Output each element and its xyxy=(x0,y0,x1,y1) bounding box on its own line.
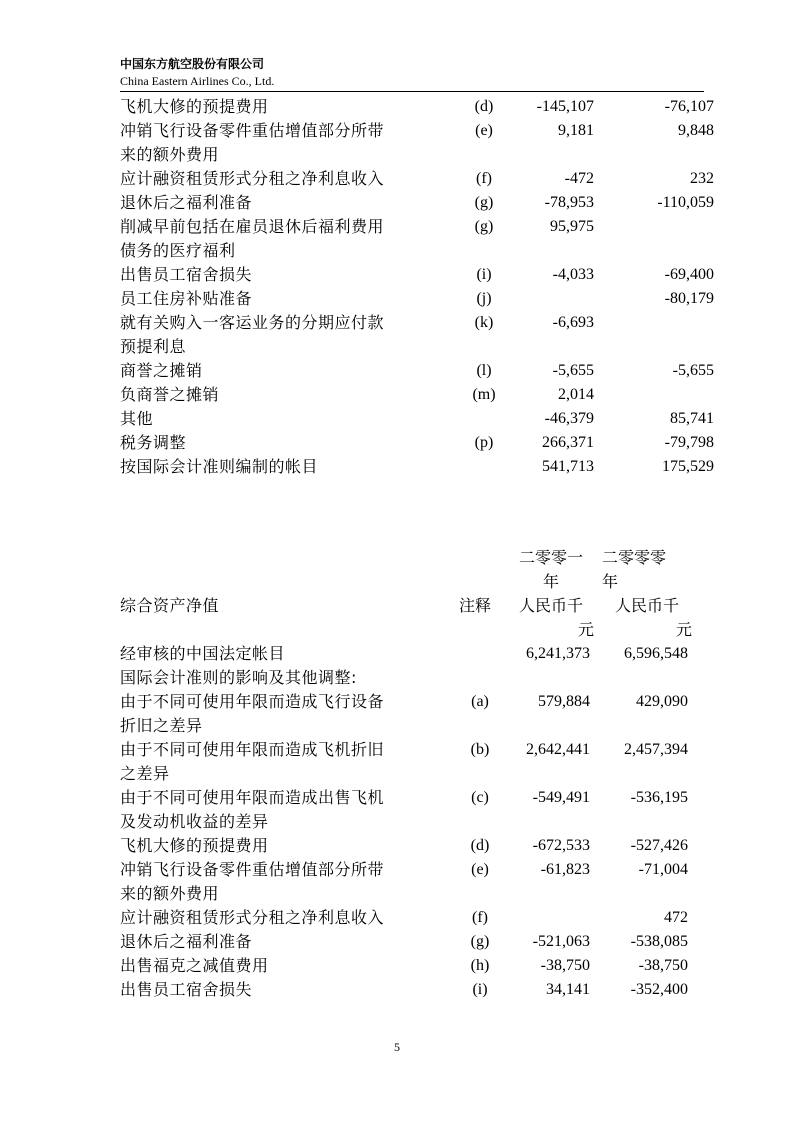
net-assets-reconciliation-table xyxy=(120,546,720,1002)
value-prior-year: -79,798 xyxy=(664,434,714,451)
row-label: 由于不同可使用年限而造成飞机折旧 之差异 xyxy=(120,740,385,783)
value-current-year: 9,181 xyxy=(558,122,594,139)
table-row xyxy=(120,906,720,930)
row-note: (k) xyxy=(474,314,494,331)
row-label: 飞机大修的预提费用 xyxy=(120,97,269,116)
table-row xyxy=(120,215,720,263)
table-row xyxy=(120,431,720,455)
currency-header-2000: 人民币千 元 xyxy=(614,596,692,639)
value-prior-year: 175,529 xyxy=(662,458,714,475)
row-label: 其他 xyxy=(120,409,154,428)
row-note: (e) xyxy=(471,861,489,878)
table-row xyxy=(120,690,720,738)
row-note: (e) xyxy=(475,122,493,139)
net-profit-reconciliation-table xyxy=(120,95,720,479)
value-prior-year: 472 xyxy=(664,909,688,926)
row-note: (f) xyxy=(472,909,488,926)
value-prior-year: -38,750 xyxy=(638,957,688,974)
row-note: (i) xyxy=(472,981,488,998)
table-row xyxy=(120,978,720,1002)
row-label: 由于不同可使用年限而造成出售飞机 及发动机收益的差异 xyxy=(120,788,385,831)
value-current-year: 2,014 xyxy=(558,386,594,403)
table-row xyxy=(120,642,720,666)
company-name-cn: 中国东方航空股份有限公司 xyxy=(120,57,265,71)
row-note: (g) xyxy=(470,933,490,950)
value-current-year: 95,975 xyxy=(550,218,594,235)
row-label: 由于不同可使用年限而造成飞行设备 折旧之差异 xyxy=(120,692,385,735)
table-row xyxy=(120,119,720,167)
value-current-year: -46,379 xyxy=(544,410,594,427)
value-prior-year: -536,195 xyxy=(630,789,688,806)
row-note: (b) xyxy=(470,741,490,758)
row-note: (a) xyxy=(471,693,489,710)
page-header xyxy=(120,56,704,90)
note-column-header: 注释 xyxy=(458,596,491,615)
row-label: 削减早前包括在雇员退休后福利费用 债务的医疗福利 xyxy=(120,217,385,260)
value-prior-year: -352,400 xyxy=(630,981,688,998)
table-row xyxy=(120,167,720,191)
row-note: (p) xyxy=(474,434,494,451)
value-prior-year: 85,741 xyxy=(670,410,714,427)
value-current-year: 579,884 xyxy=(538,693,590,710)
value-prior-year: -71,004 xyxy=(638,861,688,878)
value-current-year: 2,642,441 xyxy=(526,741,590,758)
year-header-2001: 二零零一 年 xyxy=(518,548,583,591)
table-row xyxy=(120,287,720,311)
value-prior-year: 2,457,394 xyxy=(624,741,688,758)
row-label: 应计融资租赁形式分租之净利息收入 xyxy=(120,908,385,927)
row-note: (d) xyxy=(474,98,494,115)
value-current-year: -6,693 xyxy=(552,314,594,331)
row-label: 商誉之摊销 xyxy=(120,361,203,380)
row-note: (j) xyxy=(476,290,492,307)
table-row xyxy=(120,383,720,407)
table-row xyxy=(120,95,720,119)
value-prior-year: -538,085 xyxy=(630,933,688,950)
row-label: 按国际会计准则编制的帐目 xyxy=(120,457,319,476)
row-note: (c) xyxy=(471,789,489,806)
value-current-year: -549,491 xyxy=(532,789,590,806)
value-prior-year: -69,400 xyxy=(664,266,714,283)
row-label: 经审核的中国法定帐目 xyxy=(120,644,286,663)
value-current-year: -5,655 xyxy=(552,362,594,379)
row-label: 退休后之福利准备 xyxy=(120,193,253,212)
value-current-year: -61,823 xyxy=(540,861,590,878)
table-header xyxy=(120,546,720,642)
value-current-year: -472 xyxy=(564,170,594,187)
value-prior-year: 6,596,548 xyxy=(624,645,688,662)
table-row xyxy=(120,738,720,786)
value-prior-year: -76,107 xyxy=(664,98,714,115)
value-current-year: -672,533 xyxy=(532,837,590,854)
value-current-year: 6,241,373 xyxy=(526,645,590,662)
row-note: (g) xyxy=(474,194,494,211)
row-label: 员工住房补贴准备 xyxy=(120,289,253,308)
row-label: 就有关购入一客运业务的分期应付款 预提利息 xyxy=(120,313,385,356)
page-number: 5 xyxy=(394,1040,400,1054)
value-current-year: 34,141 xyxy=(546,981,590,998)
row-label: 飞机大修的预提费用 xyxy=(120,836,269,855)
year-header-2000: 二零零零 年 xyxy=(602,548,667,591)
row-note: (g) xyxy=(474,218,494,235)
table-row xyxy=(120,311,720,359)
row-label: 冲销飞行设备零件重估增值部分所带 来的额外费用 xyxy=(120,121,385,164)
table-row xyxy=(120,954,720,978)
value-prior-year: -5,655 xyxy=(672,362,714,379)
row-note: (m) xyxy=(472,386,496,403)
row-label: 出售福克之减值费用 xyxy=(120,956,269,975)
value-prior-year: 9,848 xyxy=(678,122,714,139)
table-row xyxy=(120,786,720,834)
currency-header-2001: 人民币千 元 xyxy=(518,596,594,639)
row-label: 退休后之福利准备 xyxy=(120,932,253,951)
row-label: 负商誉之摊销 xyxy=(120,385,220,404)
table-row xyxy=(120,191,720,215)
table-row xyxy=(120,834,720,858)
table-row xyxy=(120,359,720,383)
value-prior-year: 429,090 xyxy=(636,693,688,710)
table-row xyxy=(120,455,720,479)
row-label: 国际会计准则的影响及其他调整: xyxy=(120,668,357,687)
table-row xyxy=(120,407,720,431)
table-row xyxy=(120,930,720,954)
value-prior-year: 232 xyxy=(690,170,714,187)
table-row xyxy=(120,858,720,906)
value-current-year: -521,063 xyxy=(532,933,590,950)
value-current-year: -145,107 xyxy=(536,98,594,115)
header-rule xyxy=(120,91,704,92)
value-prior-year: -110,059 xyxy=(657,194,714,211)
value-current-year: -38,750 xyxy=(540,957,590,974)
value-prior-year: -80,179 xyxy=(664,290,714,307)
row-label: 出售员工宿舍损失 xyxy=(120,265,253,284)
row-label: 税务调整 xyxy=(120,433,187,452)
company-name-en: China Eastern Airlines Co., Ltd. xyxy=(120,74,275,88)
row-note: (h) xyxy=(470,957,490,974)
row-label: 冲销飞行设备零件重估增值部分所带 来的额外费用 xyxy=(120,860,385,903)
row-note: (f) xyxy=(476,170,492,187)
table-row xyxy=(120,666,720,690)
section-title: 综合资产净值 xyxy=(120,596,220,615)
row-note: (i) xyxy=(476,266,492,283)
value-current-year: 541,713 xyxy=(542,458,594,475)
row-label: 出售员工宿舍损失 xyxy=(120,980,253,999)
value-prior-year: -527,426 xyxy=(630,837,688,854)
value-current-year: -4,033 xyxy=(552,266,594,283)
row-note: (d) xyxy=(470,837,490,854)
row-label: 应计融资租赁形式分租之净利息收入 xyxy=(120,169,385,188)
table-row xyxy=(120,263,720,287)
value-current-year: -78,953 xyxy=(544,194,594,211)
row-note: (l) xyxy=(476,362,492,379)
value-current-year: 266,371 xyxy=(542,434,594,451)
